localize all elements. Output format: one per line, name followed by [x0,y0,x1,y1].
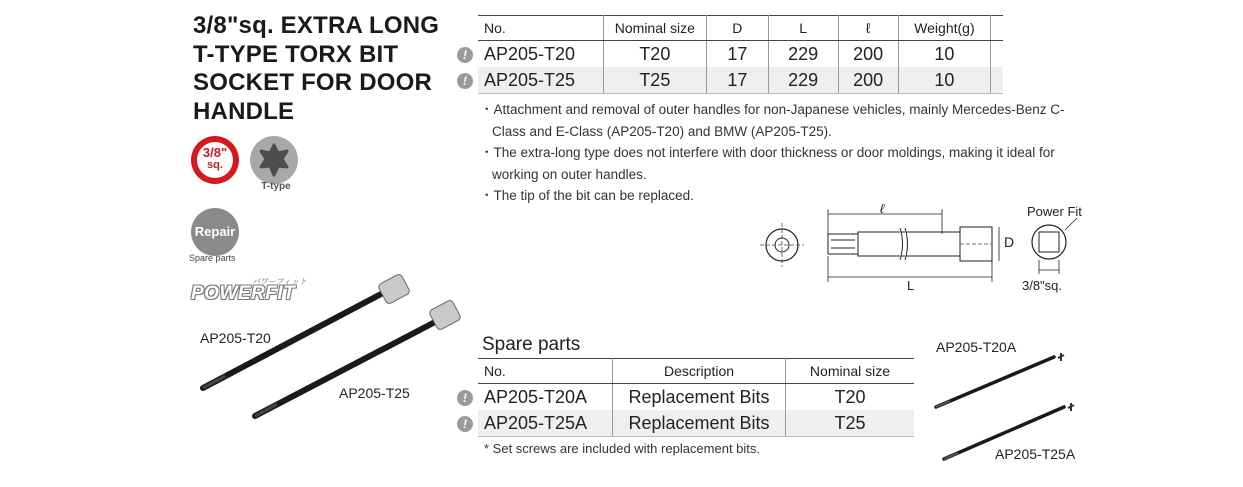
spec-header-nominal: Nominal size [603,16,706,41]
title-line-3: SOCKET FOR DOOR [193,69,433,96]
spec-cell: T20 [603,41,706,68]
spare-cell: AP205-T25A [478,410,613,437]
dim-l: L [907,278,915,293]
dim-power-fit: Power Fit [1027,204,1082,219]
socket-illustration [195,270,475,440]
note-item: ・Attachment and removal of outer handles for non-Japanese vehicles, mainly Mercedes-Benz C-Class and E-Class (AP205-T20) and BMW (AP205-T25). [480,102,1065,139]
spec-cell: 10 [898,67,990,94]
dim-d: D [1004,234,1015,250]
repair-badge: Repair [191,208,239,256]
spec-header-ell: ℓ [838,16,898,41]
label-ap205-t20: AP205-T20 [200,330,271,346]
spare-footnote: * Set screws are included with replacement bits. [484,441,761,456]
spare-parts-table [478,358,914,437]
spec-cell: 200 [838,67,898,94]
spare-header-description: Description [613,359,786,384]
spare-cell: AP205-T20A [478,384,613,411]
title-line-4: HANDLE [193,97,295,125]
spec-header-weight: Weight(g) [898,16,990,41]
warning-icon: ! [457,390,473,406]
spare-parts-title: Spare parts [482,334,581,355]
spec-header-no: No. [478,16,603,41]
spec-cell: 229 [768,41,838,68]
note-item: ・The tip of the bit can be replaced. [480,188,694,203]
repair-caption: Spare parts [189,253,236,263]
badge-sq-line1: 3/8" [202,145,228,160]
note-item: ・The extra-long type does not interfere with door thickness or door moldings, making it ideal for working on outer handles. [480,145,1055,182]
spare-header-nominal: Nominal size [786,359,915,384]
torx-star-icon [250,136,298,184]
table-row [478,410,914,437]
socket-end-view-icon [760,223,804,267]
spare-cell: T20 [834,386,866,407]
spec-cell: 200 [838,41,898,68]
warning-icon: ! [457,416,473,432]
spare-cell: Replacement Bits [613,384,786,411]
label-ap205-t25: AP205-T25 [339,385,410,401]
torx-badge [250,136,298,184]
spare-cell: Replacement Bits [613,410,786,437]
spec-header-d: D [706,16,768,41]
spec-cell: 229 [768,67,838,94]
warning-icon: ! [457,73,473,89]
title-line-2: T-TYPE TORX BIT [193,40,399,68]
title-line-1: 3/8"sq. EXTRA LONG [193,12,440,39]
product-title [193,12,463,126]
spec-cell: T25 [603,67,706,94]
spec-table-header [478,16,1003,41]
table-row [478,41,1003,68]
bit-t20a-image [936,353,1064,407]
table-row [478,384,914,411]
spec-table [478,15,1003,94]
socket-side-view-icon [828,227,992,261]
spec-cell: 17 [706,67,768,94]
powerfit-kana: パワーフィット [252,277,307,286]
spec-header-l: L [768,16,838,41]
spare-table-header [478,359,914,384]
spare-header-no: No. [478,359,613,384]
square-drive-badge [191,136,239,184]
spare-cell: T25 [786,410,915,437]
powerfit-logo: POWERFIT [191,283,296,304]
power-fit-end-view-icon [1032,218,1077,274]
label-ap205-t25a: AP205-T25A [995,446,1076,462]
feature-notes [480,99,1080,207]
dim-ell: ℓ [880,201,885,216]
label-ap205-t20a: AP205-T20A [936,339,1017,355]
spec-cell: AP205-T25 [478,67,603,94]
table-row [478,67,1003,94]
spec-cell: AP205-T20 [478,41,603,68]
badge-sq-line2: sq. [207,159,223,171]
spec-cell: 10 [898,41,990,68]
ttype-caption: T-type [261,181,291,192]
spec-cell: 17 [706,41,768,68]
warning-icon: ! [457,47,473,63]
dim-sq: 3/8"sq. [1022,278,1063,293]
